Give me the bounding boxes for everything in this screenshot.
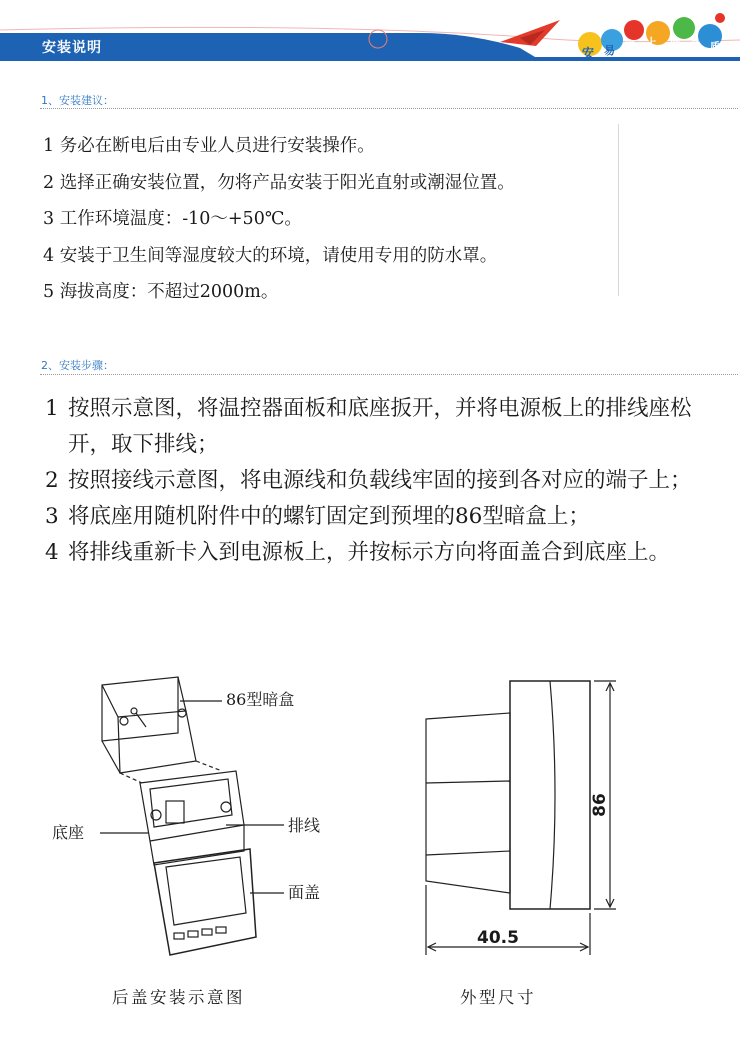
- external-dimension-drawing: [426, 681, 616, 955]
- section1-side-rule: [618, 124, 619, 296]
- item-number: 5: [43, 282, 55, 302]
- list-item: [43, 128, 623, 165]
- base-inner: [150, 779, 232, 827]
- label-base: 底座: [52, 823, 85, 842]
- face-button: [174, 933, 184, 939]
- box-inner: [102, 677, 186, 717]
- back-cover-install-drawing: [100, 677, 284, 955]
- item-number: 4: [45, 540, 59, 565]
- front-curve: [550, 681, 555, 909]
- guide-line: [196, 761, 222, 771]
- section2-divider: [40, 374, 738, 375]
- label-86-box: 86型暗盒: [226, 690, 295, 709]
- box-edge: [102, 741, 120, 773]
- list-item: [45, 391, 705, 463]
- item-number: 3: [43, 209, 55, 229]
- section1-label: 1、安装建议：: [41, 94, 114, 107]
- item-text: 海拔高度：不超过2000m。: [59, 282, 279, 302]
- dim-depth-value: 40.5: [477, 928, 519, 948]
- list-item: [45, 535, 705, 571]
- body-line: [426, 781, 510, 783]
- body-line: [426, 851, 510, 855]
- guide-line: [120, 773, 142, 783]
- item-text: 按照接线示意图，将电源线和负载线牢固的接到各对应的端子上；: [68, 468, 692, 493]
- header-banner: [0, 0, 740, 78]
- item-text: 务必在断电后由专业人员进行安装操作。: [59, 136, 375, 156]
- slogan-logo: [576, 22, 736, 68]
- dim-height-value: 86: [590, 793, 610, 817]
- base-screw: [221, 802, 231, 812]
- slogan-char: 品: [690, 38, 700, 49]
- item-number: 3: [45, 504, 59, 529]
- screw-hole: [178, 709, 186, 717]
- item-number: 1: [45, 396, 59, 421]
- label-cover: 面盖: [288, 883, 321, 902]
- face-button: [188, 931, 198, 937]
- list-item: [43, 274, 623, 311]
- install-advice-list: [43, 128, 623, 311]
- item-text: 安装于卫生间等湿度较大的环境，请使用专用的防水罩。: [59, 245, 498, 266]
- body-front: [510, 681, 590, 909]
- face-button: [216, 927, 226, 933]
- list-item: [43, 165, 623, 202]
- list-item: [45, 463, 705, 499]
- slogan-char: 易: [604, 44, 615, 57]
- item-number: 1: [43, 136, 55, 156]
- screw-hole: [120, 717, 128, 725]
- item-text: 将排线重新卡入到电源板上，并按标示方向将面盖合到底座上。: [68, 540, 671, 565]
- item-text: 工作环境温度：-10～+50℃。: [59, 209, 302, 229]
- installation-diagrams: [0, 665, 740, 1055]
- item-text: 按照示意图，将温控器面板和底座扳开，并将电源板上的排线座松开，取下排线；: [68, 396, 692, 457]
- item-number: 4: [43, 245, 55, 266]
- caption-dimensions: 外型尺寸: [460, 988, 536, 1007]
- install-steps-list: [45, 391, 705, 571]
- body-back: [426, 713, 510, 893]
- slogan-char: 安: [582, 46, 595, 60]
- slogan-char: 上: [646, 36, 657, 49]
- slogan-char: 质: [710, 42, 720, 53]
- face-screen: [166, 857, 246, 925]
- item-number: 2: [43, 172, 55, 193]
- item-text: 将底座用随机附件中的螺钉固定到预埋的86型暗盒上；: [68, 504, 590, 529]
- base-side: [150, 825, 244, 865]
- cable-tip: [131, 708, 137, 714]
- list-item: [43, 201, 623, 238]
- item-text: 选择正确安装位置，勿将产品安装于阳光直射或潮湿位置。: [59, 172, 515, 193]
- box-front: [118, 711, 196, 773]
- label-cable: 排线: [288, 816, 321, 835]
- caption-back-cover: 后盖安装示意图: [112, 988, 245, 1007]
- list-item: [45, 499, 705, 535]
- slogan-char: 好: [670, 38, 680, 49]
- face-button: [202, 929, 212, 935]
- section1-divider: [40, 108, 738, 109]
- slogan-char: 买: [624, 40, 635, 53]
- page-title: 安装说明: [42, 40, 102, 56]
- section2-label: 2、安装步骤：: [41, 359, 114, 372]
- base-connector: [166, 801, 184, 823]
- item-number: 2: [45, 468, 59, 493]
- list-item: [43, 238, 623, 275]
